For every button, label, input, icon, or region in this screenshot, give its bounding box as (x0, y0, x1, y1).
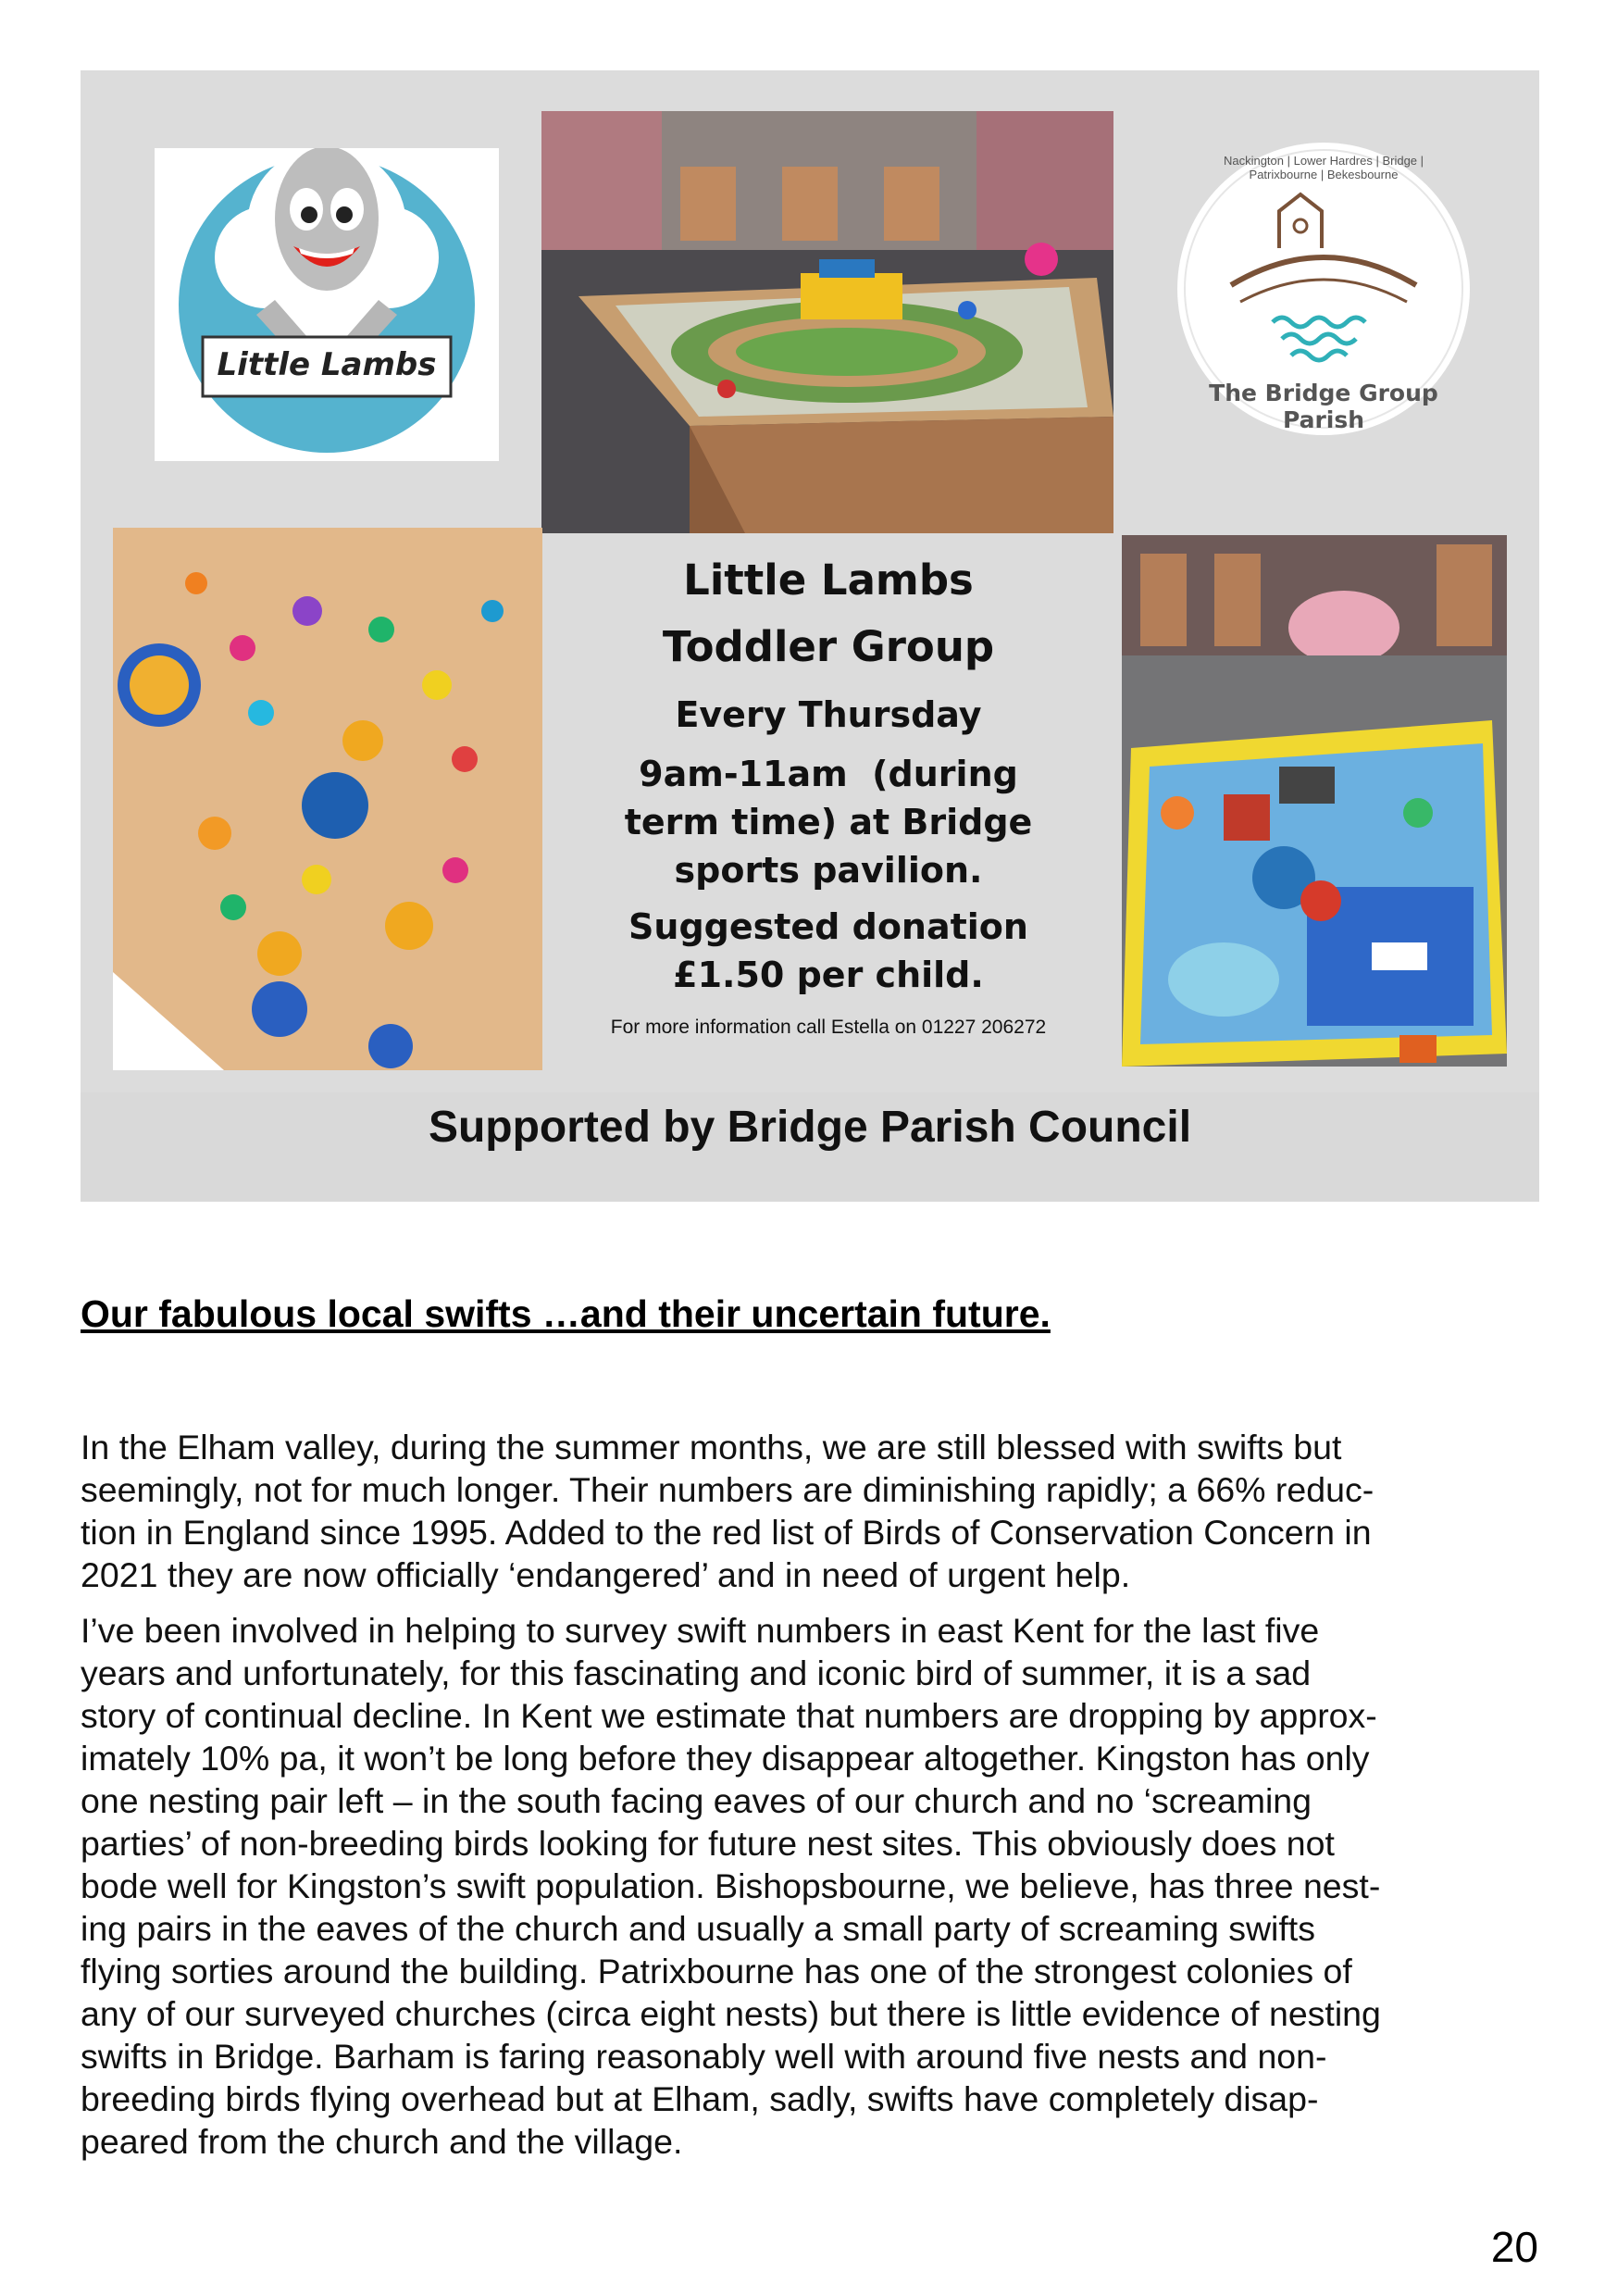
article-line: parties’ of non-breeding birds looking for future nest sites. This obviously does not (81, 1824, 1335, 1863)
little-lambs-logo (155, 148, 499, 461)
event-time-place-line2: term time) at Bridge (624, 802, 1033, 842)
event-donation-line1: Suggested donation (628, 906, 1028, 947)
article-line: tion in England since 1995. Added to the red list of Birds of Conservation Concern in (81, 1513, 1372, 1552)
parish-logo-name: The Bridge Group Parish (1209, 380, 1438, 433)
photo-play-mat (1122, 535, 1507, 1067)
little-lambs-logo-text: Little Lambs (217, 346, 437, 383)
sheep-logo-icon (155, 148, 499, 461)
article-paragraph-2 (81, 1609, 1543, 2163)
article-line: swifts in Bridge. Barham is faring reasonably well with around five nests and non- (81, 2037, 1327, 2076)
event-time-place-line1: 9am-11am (during (639, 754, 1018, 794)
article-line: flying sorties around the building. Patrixbourne has one of the strongest colonies of (81, 1952, 1352, 1990)
event-title-line2: Toddler Group (662, 622, 995, 671)
article-line: bode well for Kingston’s swift population. Bishopsbourne, we believe, has three nest- (81, 1866, 1381, 1905)
parish-ring-text: Nackington | Lower Hardres | Bridge | Patrixbourne | Bekesbourne (1223, 154, 1424, 181)
article-line: 2021 they are now officially ‘endangered’ and in need of urgent help. (81, 1555, 1131, 1594)
photo-play-dough (113, 528, 542, 1070)
article-line: imately 10% pa, it won’t be long before they disappear altogether. Kingston has only (81, 1739, 1370, 1778)
bridge-group-parish-logo (1175, 137, 1472, 441)
event-day: Every Thursday (675, 694, 982, 735)
article-line: any of our surveyed churches (circa eight nests) but there is little evidence of nesting (81, 1994, 1381, 2033)
article-line: ing pairs in the eaves of the church and usually a small party of screaming swifts (81, 1909, 1315, 1948)
event-time-place-line3: sports pavilion. (674, 850, 983, 891)
article-line: seemingly, not for much longer. Their numbers are diminishing rapidly; a 66% reduc- (81, 1470, 1374, 1509)
article-line: In the Elham valley, during the summer months, we are still blessed with swifts but (81, 1428, 1342, 1466)
article-line: peared from the church and the village. (81, 2122, 683, 2161)
article-line: one nesting pair left – in the south facing eaves of our church and no ‘screaming (81, 1781, 1312, 1820)
photo-train-table (541, 111, 1113, 533)
event-title-line1: Little Lambs (683, 555, 974, 605)
event-contact: For more information call Estella on 01227 206272 (610, 1017, 1047, 1038)
article-line: story of continual decline. In Kent we estimate that numbers are dropping by approx- (81, 1696, 1377, 1735)
event-time-place (543, 750, 1113, 894)
supporter-band (81, 1092, 1539, 1202)
article-title: Our fabulous local swifts …and their uncertain future. (81, 1292, 1051, 1335)
article-paragraph-1 (81, 1426, 1543, 1596)
event-donation (543, 903, 1113, 999)
page-number: 20 (1490, 2223, 1538, 2271)
event-donation-line2: £1.50 per child. (673, 955, 984, 995)
article-body (81, 1426, 1543, 2176)
article-line: I’ve been involved in helping to survey swift numbers in east Kent for the last five (81, 1611, 1320, 1650)
event-info (543, 537, 1113, 1065)
article-line: years and unfortunately, for this fascinating and iconic bird of summer, it is a sad (81, 1653, 1312, 1692)
article-line: breeding birds flying overhead but at Elham, sadly, swifts have completely disap- (81, 2079, 1319, 2118)
supporter-text: Supported by Bridge Parish Council (428, 1103, 1192, 1152)
